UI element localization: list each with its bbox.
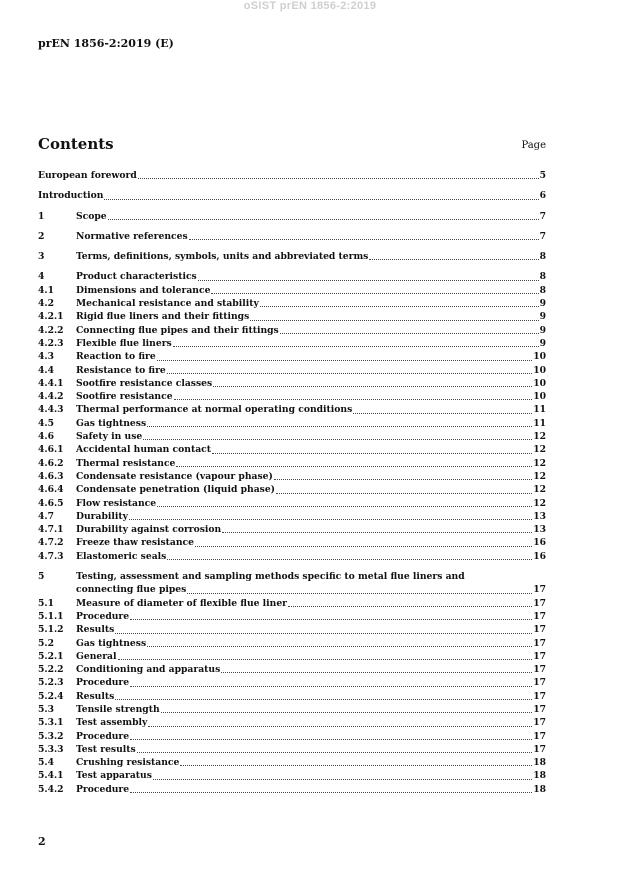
toc-entry-title: Thermal performance at normal operating conditions: [76, 404, 353, 416]
toc-entry-number: 5.1.2: [38, 624, 64, 636]
toc-entry-number: 4.7.2: [38, 537, 64, 549]
page-number: 2: [38, 835, 46, 848]
toc-entry[interactable]: [38, 364, 546, 377]
toc-entry[interactable]: [38, 210, 546, 223]
toc-entry-title: Condensate resistance (vapour phase): [76, 470, 273, 482]
dot-leader: [195, 546, 532, 547]
toc-entry[interactable]: [38, 430, 546, 443]
toc-entry[interactable]: [38, 403, 546, 416]
toc-entry-number: 4.6.3: [38, 470, 64, 482]
dot-leader: [130, 792, 532, 793]
toc-entry[interactable]: [38, 390, 546, 403]
toc-entry-number: 5.4.2: [38, 783, 64, 795]
toc-entry-page: 17: [533, 584, 546, 596]
toc-entry-number: 5.4.1: [38, 770, 64, 782]
dot-leader: [176, 466, 532, 467]
dot-leader: [353, 413, 532, 414]
toc-entry-page: 9: [539, 324, 546, 336]
toc-entry-page: 7: [539, 210, 546, 222]
toc-entry-number: 2: [38, 230, 45, 242]
toc-entry[interactable]: [38, 743, 546, 756]
toc-entry[interactable]: [38, 270, 546, 283]
toc-entry-page: 12: [533, 431, 546, 443]
toc-entry-title: Reaction to fire: [76, 351, 156, 363]
toc-entry-title: Flow resistance: [76, 497, 157, 509]
toc-entry-page: 17: [533, 730, 546, 742]
toc-entry-title: Test results: [76, 743, 136, 755]
toc-entry-title: connecting flue pipes: [76, 584, 187, 596]
toc-entry-number: 4.7: [38, 510, 54, 522]
toc-entry[interactable]: [38, 350, 546, 363]
toc-entry[interactable]: [38, 730, 546, 743]
toc-entry-number: 5.1.1: [38, 610, 64, 622]
dot-leader: [130, 619, 532, 620]
dot-leader: [147, 646, 532, 647]
toc-entry-page: 17: [533, 703, 546, 715]
toc-entry-number: 4.6.2: [38, 457, 64, 469]
toc-entry-number: 4.3: [38, 351, 54, 363]
toc-entry-title: Tensile strength: [76, 703, 160, 715]
toc-entry-title: Test apparatus: [76, 770, 152, 782]
toc-entry-page: 12: [533, 457, 546, 469]
toc-entry-title: Procedure: [76, 783, 130, 795]
toc-entry-title: Product characteristics: [76, 271, 197, 283]
toc-entry-page: 16: [533, 550, 546, 562]
toc-entry[interactable]: [38, 310, 546, 323]
dot-leader: [222, 532, 532, 533]
toc-entry-title: General: [76, 650, 117, 662]
toc-entry-title: Procedure: [76, 610, 130, 622]
dot-leader: [212, 453, 532, 454]
toc-entry-number: 5.2.1: [38, 650, 64, 662]
toc-entry-page: 18: [533, 770, 546, 782]
toc-entry-title: Procedure: [76, 677, 130, 689]
toc-entry-page: 17: [533, 624, 546, 636]
toc-entry[interactable]: [38, 497, 546, 510]
dot-leader: [167, 559, 532, 560]
toc-entry[interactable]: [38, 783, 546, 796]
toc-entry[interactable]: [38, 189, 546, 202]
toc-entry-page: 17: [533, 664, 546, 676]
document-reference: prEN 1856-2:2019 (E): [38, 37, 174, 50]
toc-entry[interactable]: [38, 703, 546, 716]
dot-leader: [167, 373, 532, 374]
dot-leader: [118, 659, 533, 660]
toc-entry-title: Elastomeric seals: [76, 550, 167, 562]
toc-entry-page: 9: [539, 311, 546, 323]
toc-entry[interactable]: [38, 769, 546, 782]
toc-entry[interactable]: [38, 284, 546, 297]
toc-entry-number: 5.2.3: [38, 677, 64, 689]
toc-entry-page: 9: [539, 337, 546, 349]
toc-entry[interactable]: [38, 169, 546, 182]
toc-entry-page: 8: [539, 251, 546, 263]
dot-leader: [213, 386, 532, 387]
toc-entry-title: Results: [76, 690, 115, 702]
toc-entry-page: 8: [539, 284, 546, 296]
toc-entry-page: 11: [533, 404, 546, 416]
toc-entry-page: 6: [539, 190, 546, 202]
dot-leader: [260, 306, 539, 307]
toc-entry[interactable]: [38, 250, 546, 263]
toc-entry-title: Procedure: [76, 730, 130, 742]
toc-entry-title: Thermal resistance: [76, 457, 176, 469]
toc-entry-number: 5.4: [38, 757, 54, 769]
toc-entry-page: 12: [533, 484, 546, 496]
toc-entry-page: 10: [533, 377, 546, 389]
toc-entry-title: Freeze thaw resistance: [76, 537, 194, 549]
toc-entry-page: 17: [533, 650, 546, 662]
toc-entry[interactable]: [38, 610, 546, 623]
toc-entry-number: 4.1: [38, 284, 54, 296]
table-of-contents: [38, 169, 546, 796]
toc-entry-number: 4.2.1: [38, 311, 64, 323]
toc-entry-number: 4.6.5: [38, 497, 64, 509]
toc-entry-page: 17: [533, 677, 546, 689]
toc-entry[interactable]: [38, 523, 546, 536]
dot-leader: [143, 439, 532, 440]
dot-leader: [369, 259, 538, 260]
toc-entry-number: 4.6.1: [38, 444, 64, 456]
toc-entry[interactable]: [38, 690, 546, 703]
dot-leader: [157, 360, 532, 361]
toc-entry[interactable]: [38, 570, 546, 597]
toc-entry-title: Results: [76, 624, 115, 636]
toc-entry-number: 4.6: [38, 431, 54, 443]
toc-entry-page: 10: [533, 364, 546, 376]
toc-entry[interactable]: [38, 623, 546, 636]
toc-entry-number: 5.3.3: [38, 743, 64, 755]
toc-entry-page: 16: [533, 537, 546, 549]
toc-entry-title: Connecting flue pipes and their fittings: [76, 324, 279, 336]
toc-entry-page: 7: [539, 230, 546, 242]
toc-entry-title: Safety in use: [76, 431, 143, 443]
toc-entry-page: 10: [533, 391, 546, 403]
toc-entry-number: 5.2: [38, 637, 54, 649]
toc-entry[interactable]: [38, 377, 546, 390]
toc-entry-page: 13: [533, 524, 546, 536]
watermark: oSIST prEN 1856-2:2019: [243, 0, 377, 12]
dot-leader: [130, 739, 532, 740]
toc-entry-title: Rigid flue liners and their fittings: [76, 311, 250, 323]
toc-entry-page: 17: [533, 717, 546, 729]
toc-entry-page: 11: [533, 417, 546, 429]
toc-entry[interactable]: [38, 324, 546, 337]
toc-entry[interactable]: [38, 297, 546, 310]
toc-entry-number: 4.7.3: [38, 550, 64, 562]
toc-entry-page: 9: [539, 298, 546, 310]
dot-leader: [280, 333, 539, 334]
dot-leader: [104, 199, 538, 200]
dot-leader: [161, 712, 533, 713]
toc-entry-title: Sootfire resistance classes: [76, 377, 213, 389]
toc-entry[interactable]: [38, 470, 546, 483]
dot-leader: [250, 320, 538, 321]
toc-entry-title: Gas tightness: [76, 417, 147, 429]
toc-entry-title: Crushing resistance: [76, 757, 180, 769]
toc-entry[interactable]: [38, 650, 546, 663]
toc-entry-number: 4.4.3: [38, 404, 64, 416]
toc-entry[interactable]: [38, 536, 546, 549]
dot-leader: [174, 399, 533, 400]
toc-entry-title: Durability: [76, 510, 128, 522]
toc-entry-number: 4.2: [38, 298, 54, 310]
dot-leader: [276, 493, 532, 494]
toc-entry-title: Accidental human contact: [76, 444, 211, 456]
dot-leader: [198, 280, 539, 281]
toc-entry[interactable]: [38, 716, 546, 729]
dot-leader: [153, 779, 532, 780]
toc-entry-page: 12: [533, 470, 546, 482]
dot-leader: [129, 519, 532, 520]
toc-entry-number: 5.2.4: [38, 690, 64, 702]
toc-entry-title: Condensate penetration (liquid phase): [76, 484, 276, 496]
toc-entry-title: Dimensions and tolerance: [76, 284, 211, 296]
toc-entry[interactable]: [38, 417, 546, 430]
toc-entry[interactable]: [38, 337, 546, 350]
toc-entry-number: 5.3.1: [38, 717, 64, 729]
toc-entry-page: 10: [533, 351, 546, 363]
dot-leader: [137, 752, 533, 753]
toc-entry-page: 12: [533, 444, 546, 456]
toc-entry[interactable]: [38, 457, 546, 470]
toc-entry[interactable]: [38, 483, 546, 496]
dot-leader: [147, 426, 532, 427]
dot-leader: [180, 765, 532, 766]
dot-leader: [187, 593, 532, 594]
dot-leader: [211, 293, 538, 294]
toc-entry[interactable]: [38, 230, 546, 243]
toc-entry-number: 1: [38, 210, 45, 222]
toc-entry-title: Sootfire resistance: [76, 391, 173, 403]
dot-leader: [221, 672, 532, 673]
page-column-label: Page: [521, 140, 546, 151]
toc-entry-title: Gas tightness: [76, 637, 147, 649]
dot-leader: [157, 506, 532, 507]
toc-entry-page: 5: [539, 170, 546, 181]
toc-entry[interactable]: [38, 676, 546, 689]
toc-entry[interactable]: [38, 550, 546, 563]
toc-entry-title: Measure of diameter of flexible flue liner: [76, 597, 288, 609]
toc-entry-number: 4.6.4: [38, 484, 64, 496]
toc-entry-page: 17: [533, 743, 546, 755]
dot-leader: [148, 726, 532, 727]
toc-entry-page: 17: [533, 597, 546, 609]
toc-entry-page: 18: [533, 757, 546, 769]
toc-entry-number: 4.2.3: [38, 337, 64, 349]
toc-entry[interactable]: [38, 756, 546, 769]
toc-entry-title: Testing, assessment and sampling methods specific to metal flue liners and: [76, 571, 465, 583]
toc-entry-title: Scope: [76, 210, 107, 222]
dot-leader: [108, 219, 539, 220]
toc-entry-number: 4.4.2: [38, 391, 64, 403]
contents-heading: Contents: [38, 135, 114, 153]
toc-entry-title: Normative references: [76, 230, 188, 242]
toc-entry-number: 5.1: [38, 597, 54, 609]
toc-entry[interactable]: [38, 510, 546, 523]
dot-leader: [130, 686, 532, 687]
toc-entry-title: Flexible flue liners: [76, 337, 172, 349]
toc-entry-number: 4.2.2: [38, 324, 64, 336]
toc-entry-title: Terms, definitions, symbols, units and abbreviated terms: [76, 251, 369, 263]
toc-entry-number: 5.3: [38, 703, 54, 715]
toc-entry-number: 5: [38, 571, 45, 583]
toc-entry-page: 17: [533, 637, 546, 649]
toc-entry-page: 12: [533, 497, 546, 509]
toc-entry-title: Mechanical resistance and stability: [76, 298, 259, 310]
toc-entry-title: Durability against corrosion: [76, 524, 222, 536]
toc-entry-title: Test assembly: [76, 717, 148, 729]
toc-entry-title: Resistance to fire: [76, 364, 166, 376]
toc-entry-page: 18: [533, 783, 546, 795]
dot-leader: [288, 606, 532, 607]
toc-entry-number: 5.3.2: [38, 730, 64, 742]
toc-entry-page: 17: [533, 610, 546, 622]
toc-entry-number: 4.5: [38, 417, 54, 429]
dot-leader: [274, 479, 532, 480]
toc-entry-number: 4.4: [38, 364, 54, 376]
toc-entry-number: 5.2.2: [38, 664, 64, 676]
dot-leader: [138, 178, 539, 179]
toc-entry-number: 4: [38, 271, 45, 283]
dot-leader: [189, 239, 539, 240]
toc-entry-title: Introduction: [38, 190, 104, 202]
dot-leader: [173, 346, 539, 347]
toc-entry-number: 4.7.1: [38, 524, 64, 536]
toc-entry[interactable]: [38, 663, 546, 676]
toc-entry[interactable]: [38, 597, 546, 610]
toc-entry-number: 3: [38, 251, 45, 263]
toc-entry[interactable]: [38, 637, 546, 650]
dot-leader: [115, 633, 532, 634]
toc-entry-page: 17: [533, 690, 546, 702]
toc-entry-page: 8: [539, 271, 546, 283]
toc-entry-title: Conditioning and apparatus: [76, 664, 221, 676]
toc-entry-number: 4.4.1: [38, 377, 64, 389]
toc-entry-title: European foreword: [38, 170, 137, 181]
toc-entry-page: 13: [533, 510, 546, 522]
dot-leader: [115, 699, 532, 700]
toc-entry[interactable]: [38, 443, 546, 456]
